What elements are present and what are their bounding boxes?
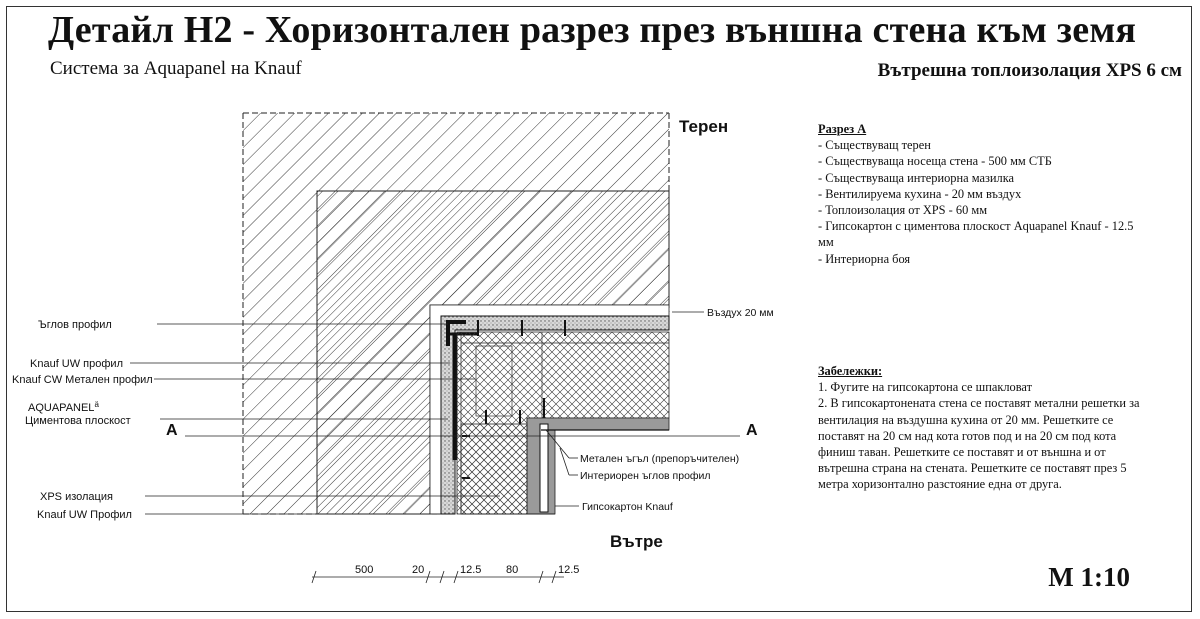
scale-label: M 1:10 <box>1048 562 1130 592</box>
section-note-line: - Топлоизолация от XPS - 60 мм <box>818 203 988 218</box>
knauf-uw2-label: Knauf UW Профил <box>37 509 132 521</box>
section-note-line: - Съществуваща носеща стена - 500 мм СТБ <box>818 154 1052 169</box>
knauf-uw-label: Knauf UW профил <box>30 358 123 370</box>
section-note-line: - Вентилируема кухина - 20 мм въздух <box>818 186 1022 201</box>
gypsum-label: Гипсокартон Knauf <box>582 501 673 513</box>
dimension-80: 80 <box>506 564 519 576</box>
xps-label: XPS изолация <box>40 491 113 503</box>
aquapanel-label <box>28 400 99 414</box>
dimension-20: 20 <box>412 564 425 576</box>
dimension-500: 500 <box>355 564 374 576</box>
metal-corner-label: Метален ъгъл (препоръчителен) <box>580 453 740 465</box>
interior-corner-label: Интериорен ъглов профил <box>580 470 711 482</box>
section-note-line: - Интериорна боя <box>818 251 911 266</box>
page-subtitle: Система за Aquapanel на Knauf <box>50 58 302 79</box>
dimension-line <box>312 571 564 583</box>
remarks-heading: Забележки: <box>818 364 883 378</box>
inside-label: Вътре <box>610 532 663 551</box>
section-note-line: - Съществуваща интериорна мазилка <box>818 170 1015 185</box>
section-note-line: - Гипсокартон с циментова плоскост Aquapanel Knauf - 12.5 мм <box>818 219 1134 250</box>
air-gap-label: Въздух 20 мм <box>707 307 774 319</box>
section-note-line: - Съществуващ терен <box>818 138 931 153</box>
remark-line: 2. В гипсокартонената стена се поставят метални решетки за вентилация на въздушна кухина от 20 мм. Решетките се поставят на 20 см над кота готов под и на 20 см под кота финиш таван. Решетките се поставят и от външна и от вътрешна страна на стената. Решетките се поставят през 5 метра хоризонтално разстояние една от друга. <box>818 396 1140 492</box>
section-marker-right: A <box>746 422 758 439</box>
xps-lower <box>461 424 527 514</box>
section-marker-left: A <box>166 422 178 439</box>
corner-profile-label: Ъглов профил <box>38 319 112 331</box>
aquapanel-label-sup: ä <box>94 400 99 409</box>
knauf-cw-label: Knauf CW Метален профил <box>12 374 153 386</box>
cement-board-label: Циментова плоскост <box>25 415 131 427</box>
page-title: Детайл H2 - Хоризонтален разрез през външна стена към земя <box>48 9 1137 51</box>
metal-corner <box>540 424 548 512</box>
dimension-12-5-b: 12.5 <box>558 564 580 576</box>
terrain-label: Терен <box>679 117 729 136</box>
insulation-heading: Вътрешна топлоизолация XPS 6 см <box>877 60 1182 81</box>
remark-line: 1. Фугите на гипсокартона се шпакловат <box>818 380 1033 395</box>
aquapanel-label-main: AQUAPANEL <box>28 402 95 414</box>
section-notes-heading: Разрез А <box>818 122 867 136</box>
dimension-12-5: 12.5 <box>460 564 482 576</box>
